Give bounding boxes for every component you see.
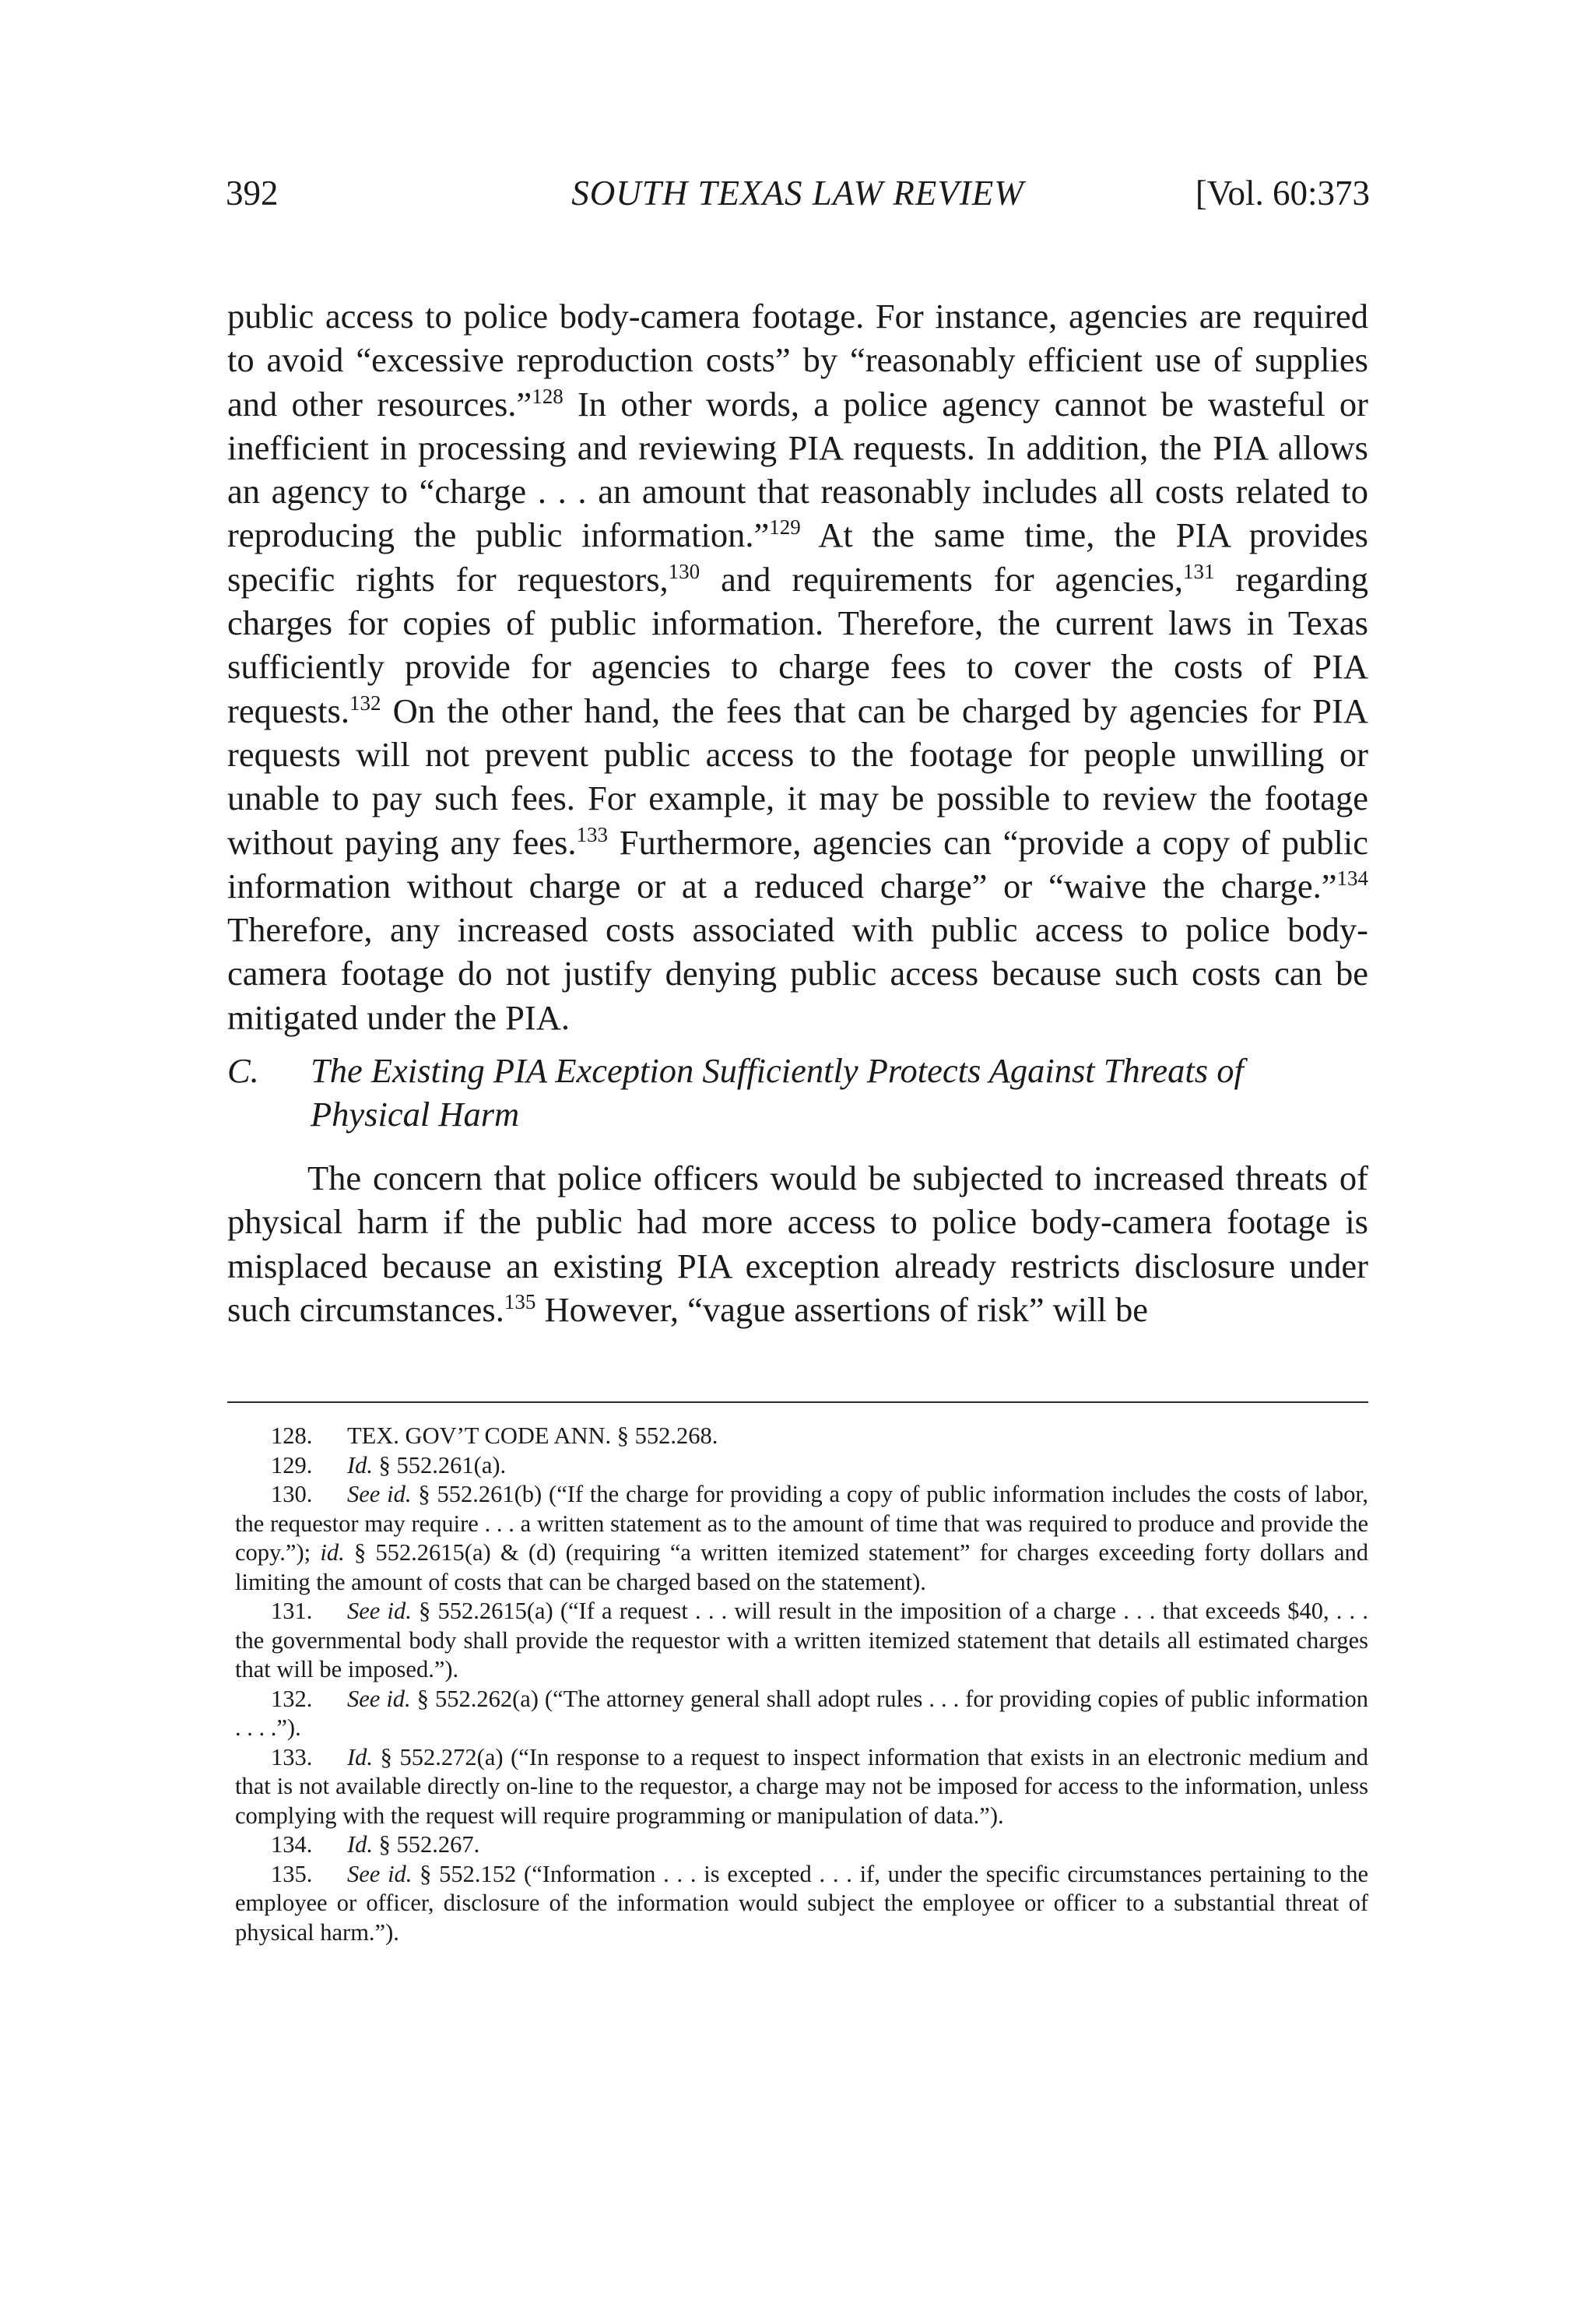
footnote-number: 134. [271, 1831, 313, 1858]
paragraph-text: On the other hand, the fees that can be charged by agencies for PIA requests will not prevent public access to the footage for people unwilling or unable to pay such fees. For example, it may be possible to review the footage without paying any fees. [227, 691, 1368, 862]
citation-signal: See id. [347, 1685, 411, 1712]
footnote-133 [235, 1743, 1368, 1831]
citation-signal: Id. [347, 1831, 374, 1858]
footnote-ref-128[interactable]: 128 [532, 384, 564, 408]
citation-signal: id. [320, 1539, 345, 1566]
footnote-text [235, 1861, 1368, 1946]
footnote-131 [235, 1597, 1368, 1685]
footnote-text [347, 1422, 718, 1449]
footnotes-section [235, 1422, 1368, 1947]
paragraph-text: and requirements for agencies, [700, 559, 1183, 599]
footnote-text [347, 1452, 506, 1478]
footnote-body: § 552.261(a). [373, 1451, 507, 1478]
footnote-body: § 552.267. [373, 1831, 480, 1858]
footnote-ref-134[interactable]: 134 [1336, 867, 1368, 891]
section-letter: C. [227, 1051, 259, 1090]
paragraph-text: In other words, a police agency cannot be wasteful or inefficient in processing and reviewing PIA requests. In addition, the PIA allows an agency to “charge . . . an amount that reasonably includes all costs related to reproducing the public information.” [227, 384, 1368, 555]
footnote-body: § 552.2615(a) (“If a request . . . will result in the imposition of a charge . . . that exceeds $40, . . . the governmental body shall provide the requestor with a written itemized statement that details all estimated charges that will be imposed.”). [235, 1598, 1368, 1682]
paragraph-text: Therefore, any increased costs associated with public access to police body-camera footage do not justify denying public access because such costs can be mitigated under the PIA. [227, 910, 1368, 1037]
footnote-text [347, 1831, 479, 1858]
footnote-number: 128. [271, 1422, 313, 1449]
footnote-132 [235, 1685, 1368, 1743]
footnote-129 [235, 1451, 1368, 1481]
paragraph-text: However, “vague assertions of risk” will be [535, 1289, 1148, 1329]
footnote-number: 135. [271, 1860, 313, 1887]
footnote-body: § 552.152 (“Information . . . is excepted . . . if, under the specific circumstances pertaining to the employee or officer, disclosure of the information would subject the employee or officer to a substantial threat of physical harm.”). [235, 1860, 1368, 1946]
footnote-text [235, 1744, 1368, 1829]
paragraph-text: The concern that police officers would be subjected to increased threats of physical harm if the public had more access to police body-camera footage is misplaced because an existing PIA exception already restricts disclosure under such circumstances. [227, 1158, 1368, 1329]
footnote-135 [235, 1860, 1368, 1948]
footnote-130 [235, 1480, 1368, 1597]
footnote-text [235, 1686, 1368, 1742]
footnote-number: 133. [271, 1743, 313, 1770]
footnote-ref-132[interactable]: 132 [349, 691, 381, 715]
footnote-body: § 552.2615(a) & (d) (requiring “a written itemized statement” for charges exceeding forty dollars and limiting the amount of costs that can be charged based on the statement). [235, 1539, 1368, 1595]
footnote-number: 132. [271, 1685, 313, 1712]
footnote-text [235, 1598, 1368, 1682]
footnote-body: TEX. GOV’T CODE ANN. § 552.268. [347, 1422, 718, 1449]
citation-signal: Id. [347, 1743, 374, 1770]
journal-title: SOUTH TEXAS LAW REVIEW [571, 174, 1024, 213]
section-heading [227, 1049, 1368, 1136]
citation-signal: See id. [347, 1481, 412, 1507]
footnote-body: § 552.272(a) (“In response to a request to inspect information that exists in an electronic medium and that is not available directly on-line to the requestor, a charge may not be imposed for access to the information, unless complying with the request will require programming or manipulation of data.”). [235, 1743, 1368, 1829]
footnote-number: 130. [271, 1481, 313, 1507]
citation-signal: See id. [347, 1598, 412, 1624]
citation-signal: See id. [347, 1860, 413, 1887]
footnote-text [235, 1481, 1368, 1595]
footnote-body: § 552.262(a) (“The attorney general shall adopt rules . . . for providing copies of public information . . . .”). [235, 1685, 1368, 1741]
footnote-number: 129. [271, 1451, 313, 1478]
paragraph-text: public access to police body-camera footage. For instance, agencies are required to avoid “excessive reproduction costs” by “reasonably efficient use of supplies and other resources.” [227, 297, 1368, 424]
body-paragraph-physical-harm [227, 1156, 1368, 1331]
page-number: 392 [226, 174, 279, 213]
footnote-ref-131[interactable]: 131 [1182, 559, 1215, 583]
paragraph-text: At the same time, the PIA provides specific rights for requestors, [227, 515, 1368, 599]
footnote-ref-130[interactable]: 130 [668, 559, 700, 583]
section-title: The Existing PIA Exception Sufficiently Protects Against Threats of Physical Harm [311, 1051, 1244, 1134]
footnote-number: 131. [271, 1598, 313, 1624]
footnote-body: § 552.261(b) (“If the charge for providing a copy of public information includes the costs of labor, the requestor may require . . . a written statement as to the amount of time that was required to produce and provide the copy.”); [235, 1481, 1368, 1566]
paragraph-text: Furthermore, agencies can “provide a copy of public information without charge or at a reduced charge” or “waive the charge.” [227, 822, 1368, 905]
volume-citation: [Vol. 60:373 [1195, 174, 1370, 213]
footnote-ref-133[interactable]: 133 [576, 822, 608, 846]
footnote-ref-129[interactable]: 129 [769, 515, 801, 540]
body-paragraph-costs [227, 294, 1368, 1039]
running-header [226, 170, 1370, 216]
footnote-divider [227, 1401, 1368, 1403]
footnote-128 [235, 1422, 1368, 1451]
footnote-ref-135[interactable]: 135 [504, 1290, 536, 1314]
citation-signal: Id. [347, 1451, 374, 1478]
paragraph-text: regarding charges for copies of public information. Therefore, the current laws in Texas sufficiently provide for agencies to charge fees to cover the costs of PIA requests. [227, 559, 1368, 730]
footnote-134 [235, 1830, 1368, 1860]
